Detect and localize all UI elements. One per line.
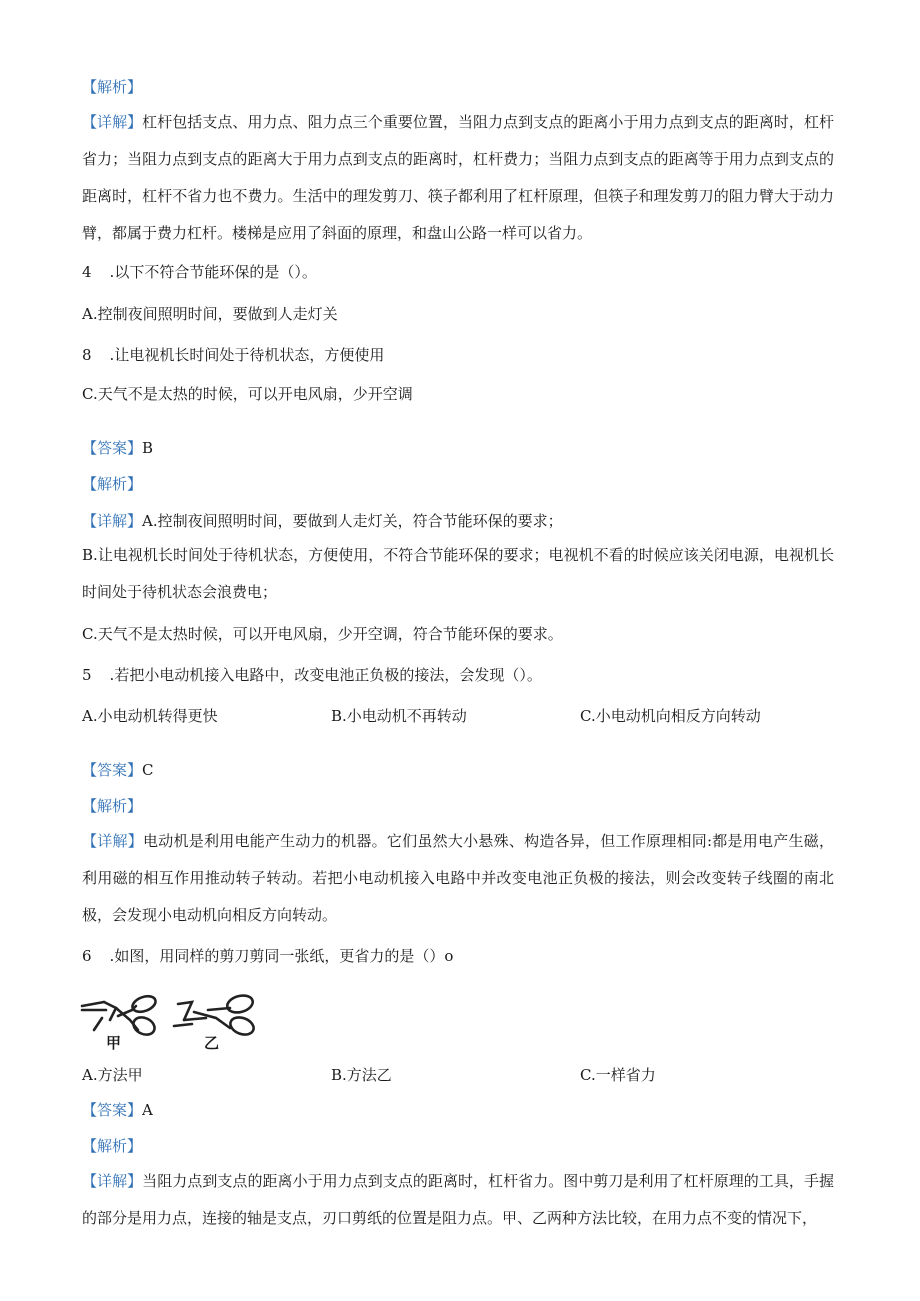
detail-tag: 【详解】	[82, 113, 143, 131]
q4-stem	[82, 262, 317, 282]
analysis-tag: 【解析】	[82, 797, 143, 815]
q6-number: 6	[82, 947, 92, 965]
q5-option-b: B.小电动机不再转动	[331, 707, 467, 725]
analysis-tag: 【解析】	[82, 1137, 143, 1155]
q5-option-c: C.小电动机向相反方向转动	[580, 707, 761, 725]
answer-tag: 【答案】	[82, 761, 143, 779]
q6-answer-value: A	[142, 1101, 153, 1119]
q4-option-b-text: .让电视机长时间处于待机状态，方便使用	[109, 346, 385, 364]
scissors-figure	[80, 990, 270, 1052]
q3-analysis-label	[82, 77, 142, 97]
answer-tag: 【答案】	[82, 1101, 143, 1119]
q6-stem-text: .如图，用同样的剪刀剪同一张纸，更省力的是（）o	[109, 947, 454, 965]
q6-answer	[82, 1100, 153, 1120]
q5-detail-text: 电动机是利用电能产生动力的机器。它们虽然大小悬殊、构造各异，但工作原理相同:都是用电产生磁，利用磁的相互作用推动转子转动。若把小电动机接入电路中并改变电池正负极的接法，则会改变转子线圈的南北极，会发现小电动机向相反方向转动。	[82, 832, 834, 924]
q4-stem-text: .以下不符合节能环保的是（）。	[109, 263, 317, 281]
q5-answer	[82, 760, 154, 780]
q5-answer-value: C	[142, 761, 154, 779]
figure-label-yi: 乙	[204, 1034, 220, 1052]
q6-analysis-label	[82, 1136, 142, 1156]
q4-option-c: C.天气不是太热的时候，可以开电风扇，少开空调	[82, 385, 413, 403]
q6-detail-text: 当阻力点到支点的距离小于用力点到支点的距离时，杠杆省力。图中剪刀是利用了杠杆原理的工具，手握的部分是用力点，连接的轴是支点，刃口剪纸的位置是阻力点。甲、乙两种方法比较，在用力点不变的情况下，	[82, 1172, 834, 1227]
q5-option-a: A.小电动机转得更快	[82, 707, 218, 725]
q6-option-b: B.方法乙	[331, 1066, 392, 1084]
q6-detail-paragraph	[82, 1163, 834, 1237]
q4-option-a: A.控制夜间照明时间，要做到人走灯关	[82, 305, 338, 323]
q4-option-b-prefix: 8	[82, 346, 92, 364]
q5-stem	[82, 665, 542, 685]
q4-detail-b: B.让电视机长时间处于待机状态，方便使用，不符合节能环保的要求；电视机不看的时候应该关闭电源，电视机长时间处于待机状态会浪费电；	[82, 546, 834, 601]
q4-option-b	[82, 345, 384, 365]
q5-number: 5	[82, 666, 92, 684]
q6-option-a: A.方法甲	[82, 1066, 143, 1084]
q6-stem	[82, 946, 453, 966]
detail-tag: 【详解】	[82, 1172, 143, 1190]
q4-detail-a	[82, 511, 563, 531]
scissors-yi-icon	[174, 993, 256, 1038]
q5-analysis-label	[82, 796, 142, 816]
analysis-tag: 【解析】	[82, 475, 143, 493]
q6-option-c: C.一样省力	[580, 1066, 656, 1084]
detail-tag: 【详解】	[82, 832, 143, 850]
q5-detail-paragraph	[82, 823, 834, 934]
q4-answer-value: B	[142, 439, 154, 457]
q4-detail-c: C.天气不是太热时候，可以开电风扇，少开空调，符合节能环保的要求。	[82, 625, 563, 643]
q5-stem-text: .若把小电动机接入电路中，改变电池正负极的接法，会发现（）。	[109, 666, 542, 684]
detail-tag: 【详解】	[82, 512, 143, 530]
q4-number: 4	[82, 263, 92, 281]
analysis-tag: 【解析】	[82, 78, 143, 96]
q4-answer	[82, 438, 153, 458]
q4-detail-a-text: A.控制夜间照明时间，要做到人走灯关，符合节能环保的要求；	[142, 512, 563, 530]
q3-detail-paragraph	[82, 104, 834, 252]
answer-tag: 【答案】	[82, 439, 143, 457]
q4-analysis-label	[82, 474, 142, 494]
q3-detail-text: 杠杆包括支点、用力点、阻力点三个重要位置，当阻力点到支点的距离小于用力点到支点的距离时，杠杆省力；当阻力点到支点的距离大于用力点到支点的距离时，杠杆费力；当阻力点到支点的距离等于用力点到支点的距离时，杠杆不省力也不费力。生活中的理发剪刀、筷子都利用了杠杆原理，但筷子和理发剪刀的阻力臂大于动力臂，都属于费力杠杆。楼梯是应用了斜面的原理，和盘山公路一样可以省力。	[82, 113, 834, 242]
figure-label-jia: 甲	[106, 1034, 122, 1052]
